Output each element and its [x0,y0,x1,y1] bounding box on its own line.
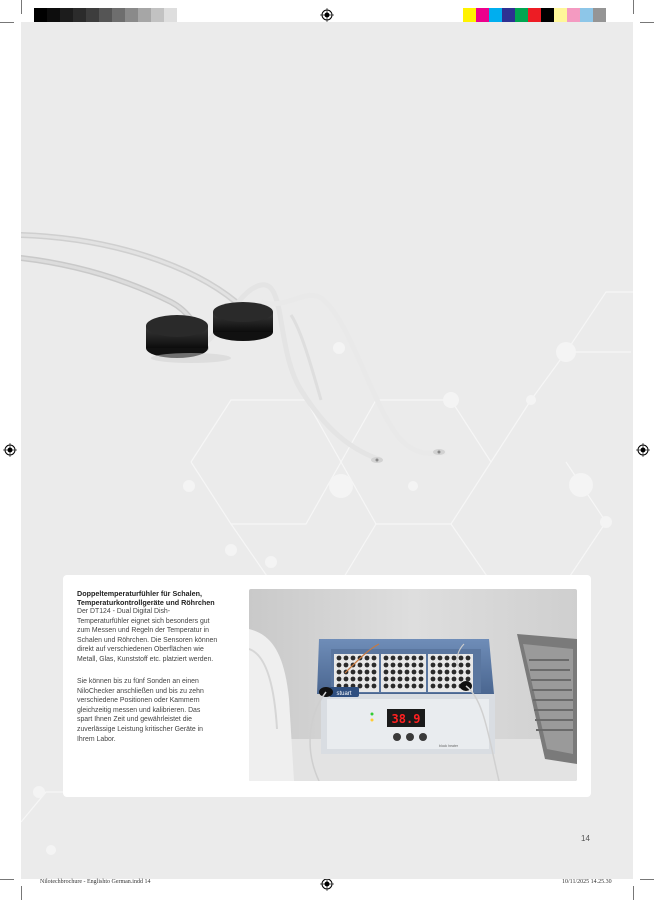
sample-well [445,670,450,675]
color-swatch [99,8,112,22]
sample-well [405,684,410,689]
sample-well [412,656,417,661]
sample-well [405,670,410,675]
sample-well [351,656,356,661]
registration-mark-left [3,443,17,457]
description-paragraph-1: Der DT124 - Dual Digital Dish- Temperaturfühler eignet sich besonders gut zum Messen und Regeln der Temperatur in Schalen und Röhrchen. Die Sensoren können direkt auf verschiedenen Oberflächen wie Metall, Glas, Kunststoff etc. platziert werden. [77,608,218,663]
sample-well [431,656,436,661]
dual-temperature-probe-photo [21,230,471,490]
color-swatch [528,8,541,22]
sample-well [391,663,396,668]
sample-well [384,663,389,668]
sample-well [459,663,464,668]
product-info-card [63,575,591,797]
crop-mark [633,0,634,14]
sample-well [372,684,377,689]
sample-well [438,670,443,675]
sample-well [391,684,396,689]
sample-well [438,656,443,661]
registration-mark-top [320,8,334,22]
color-swatch [463,8,476,22]
sample-well [412,670,417,675]
sample-well [391,656,396,661]
sample-well [344,656,349,661]
sample-well [466,656,471,661]
sample-well [405,663,410,668]
color-swatch [541,8,554,22]
sample-well [445,663,450,668]
sample-well [419,656,424,661]
sample-well [358,670,363,675]
sample-well [438,677,443,682]
description-paragraph-2: Sie können bis zu fünf Sonden an einen NiloChecker anschließen und bis zu zehn verschiedene Positionen oder Kammern gleichzeitig messen und kalibrieren. Das spart Ihnen Zeit und gewährleistet die zuverlässige Leistung kritischer Geräte in Ihrem Labor. [77,678,204,743]
sample-well [398,677,403,682]
sample-well [452,656,457,661]
sample-well [405,677,410,682]
sample-well [365,656,370,661]
sample-well [412,663,417,668]
color-swatch [580,8,593,22]
sample-well [384,670,389,675]
crop-mark [21,886,22,900]
sample-well [344,677,349,682]
color-swatch [554,8,567,22]
sample-well [431,670,436,675]
sample-well [372,663,377,668]
color-swatch [125,8,138,22]
block-heater-photo [249,589,577,781]
sample-well [466,663,471,668]
color-swatch [138,8,151,22]
sample-well [337,663,342,668]
color-swatch [34,8,47,22]
sample-well [431,677,436,682]
sample-well [459,677,464,682]
sample-well [365,677,370,682]
color-swatch [47,8,60,22]
sample-well [452,663,457,668]
color-swatch [164,8,177,22]
crop-mark [633,886,634,900]
sample-well [419,677,424,682]
crop-mark [0,22,14,23]
sample-well [358,677,363,682]
sample-well [452,684,457,689]
crop-mark [21,0,22,14]
device-label: block heater [439,744,459,748]
crop-mark [640,879,654,880]
sample-well [459,656,464,661]
sample-well [466,677,471,682]
sample-well [431,684,436,689]
color-swatch [593,8,606,22]
color-swatch [151,8,164,22]
sample-well [398,670,403,675]
sample-well [398,656,403,661]
sample-well [358,663,363,668]
sample-well [405,656,410,661]
color-swatch [86,8,99,22]
sample-well [372,670,377,675]
brand-badge: stuart [336,691,352,697]
sample-well [452,677,457,682]
registration-mark-bottom [320,877,334,891]
footer-timestamp: 10/11/2025 14.25.30 [562,879,612,885]
sample-well [351,670,356,675]
color-swatch [515,8,528,22]
sample-well [337,670,342,675]
crop-mark [0,879,14,880]
sample-well [431,663,436,668]
color-swatch [567,8,580,22]
sample-well [384,677,389,682]
sample-well [412,684,417,689]
section-title: Doppeltemperaturfühler für Schalen, Temperaturkontrollgeräte und Röhrchen [77,589,215,607]
page-number: 14 [581,834,590,843]
color-swatch [502,8,515,22]
sample-well [391,670,396,675]
sample-well [384,656,389,661]
sample-well [438,684,443,689]
sample-well [419,684,424,689]
color-swatch [476,8,489,22]
grayscale-color-bar [34,8,177,22]
sample-well [351,677,356,682]
cmyk-color-bar [463,8,606,22]
color-swatch [112,8,125,22]
sample-well [372,677,377,682]
sample-well [466,670,471,675]
sample-well [398,663,403,668]
sample-well [372,656,377,661]
temperature-display: 38.9 [391,712,421,726]
sample-well [344,663,349,668]
sample-well [365,684,370,689]
sample-well [391,677,396,682]
sample-well [438,663,443,668]
sample-well [419,663,424,668]
sample-well [445,656,450,661]
sample-well [412,677,417,682]
sample-well [445,677,450,682]
registration-mark-right [636,443,650,457]
footer-file-name: Nilotechbrochure - Englishto German.indd 14 [40,879,151,885]
sample-well [452,670,457,675]
sample-well [384,684,389,689]
sample-well [398,684,403,689]
color-swatch [489,8,502,22]
sample-well [459,670,464,675]
sample-well [337,677,342,682]
color-swatch [73,8,86,22]
sample-well [419,670,424,675]
sample-well [365,663,370,668]
sample-well [445,684,450,689]
crop-mark [640,22,654,23]
sample-well [337,656,342,661]
color-swatch [60,8,73,22]
sample-well [365,670,370,675]
